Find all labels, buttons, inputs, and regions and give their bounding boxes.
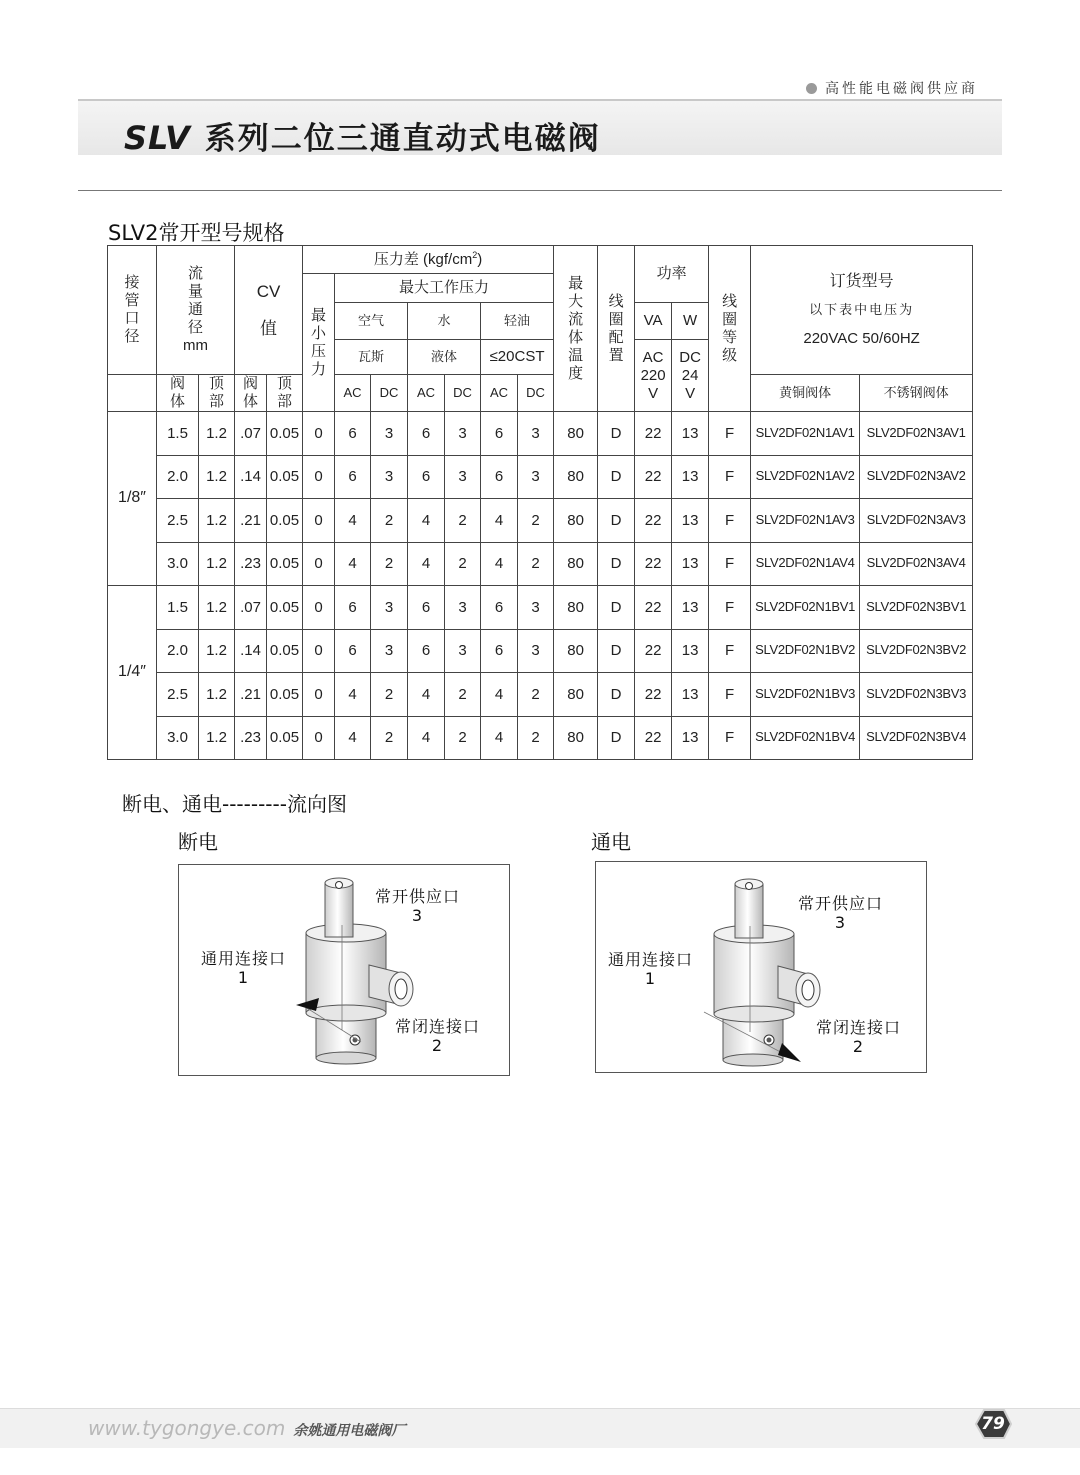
cell-water-dc: 2 (445, 673, 481, 717)
cell-oil-dc: 3 (518, 412, 554, 456)
cell-w: 13 (672, 542, 709, 586)
cell-brass: SLV2DF02N1BV4 (751, 716, 860, 760)
cell-va: 22 (635, 455, 672, 499)
cell-w: 13 (672, 412, 709, 456)
cell-coil: D (598, 412, 635, 456)
cell-water-ac: 4 (408, 673, 445, 717)
cell-brass: SLV2DF02N1BV3 (751, 673, 860, 717)
cell-stainless: SLV2DF02N3BV1 (860, 586, 973, 630)
cell-grade: F (709, 629, 751, 673)
on-closed-label: 常闭连接口 2 (816, 1018, 902, 1057)
cell-min: 0 (303, 412, 335, 456)
cell-flow-top: 1.2 (199, 455, 235, 499)
table-row (108, 542, 973, 586)
cell-oil-dc: 2 (518, 499, 554, 543)
cell-oil-ac: 6 (481, 629, 518, 673)
cell-air-dc: 3 (371, 586, 408, 630)
cell-brass: SLV2DF02N1AV4 (751, 542, 860, 586)
cell-cv-top: 0.05 (267, 673, 303, 717)
cell-oil-ac: 6 (481, 455, 518, 499)
cell-oil-dc: 2 (518, 716, 554, 760)
cell-water-ac: 6 (408, 629, 445, 673)
cell-cv-body: .23 (235, 542, 267, 586)
footer (88, 1416, 405, 1440)
cell-temp: 80 (554, 542, 598, 586)
cell-flow-body: 2.0 (157, 629, 199, 673)
cell-water-dc: 3 (445, 455, 481, 499)
cell-air-ac: 4 (335, 716, 371, 760)
cell-temp: 80 (554, 499, 598, 543)
cell-water-dc: 3 (445, 586, 481, 630)
cell-flow-top: 1.2 (199, 412, 235, 456)
cell-va: 22 (635, 629, 672, 673)
cell-cv-top: 0.05 (267, 586, 303, 630)
head-max-work: 最大工作压力 (335, 274, 554, 303)
cell-va: 22 (635, 542, 672, 586)
head-cv-body: 阀体 (235, 375, 267, 412)
cell-flow-top: 1.2 (199, 716, 235, 760)
cell-flow-body: 2.0 (157, 455, 199, 499)
cell-va: 22 (635, 586, 672, 630)
cell-coil: D (598, 629, 635, 673)
port-size-cell: 1/4″ (108, 586, 157, 760)
cell-air-dc: 3 (371, 629, 408, 673)
cell-water-ac: 6 (408, 412, 445, 456)
footer-company: 余姚通用电磁阀厂 (293, 1423, 406, 1439)
title-text: 系列二位三通直动式电磁阀 (204, 121, 601, 157)
cell-oil-ac: 4 (481, 716, 518, 760)
head-flow: 流量通径 mm (157, 246, 235, 375)
head-ac220: AC 220 V (635, 340, 672, 412)
spec-section-title: SLV2常开型号规格 (108, 221, 285, 245)
cell-oil-ac: 6 (481, 586, 518, 630)
head-pressure-diff: 压力差 $(kgf/cm^2)$ (303, 246, 554, 274)
flow-panel-on (595, 861, 927, 1073)
cell-w: 13 (672, 716, 709, 760)
head-va: VA (635, 303, 672, 340)
flow-diagram-title: 断电、通电---------流向图 (122, 792, 347, 816)
cell-coil: D (598, 542, 635, 586)
head-coil-cfg: 线圈配置 (598, 246, 635, 412)
cell-grade: F (709, 412, 751, 456)
cell-min: 0 (303, 542, 335, 586)
cell-water-dc: 2 (445, 542, 481, 586)
cell-flow-body: 2.5 (157, 499, 199, 543)
cell-flow-body: 3.0 (157, 542, 199, 586)
cell-air-ac: 6 (335, 455, 371, 499)
head-coil-grade: 线圈等级 (709, 246, 751, 412)
cell-w: 13 (672, 673, 709, 717)
title-series: SLV (124, 119, 191, 157)
head-water-ac: AC (408, 375, 445, 412)
cell-grade: F (709, 716, 751, 760)
cell-cv-top: 0.05 (267, 629, 303, 673)
cell-coil: D (598, 455, 635, 499)
cell-stainless: SLV2DF02N3BV3 (860, 673, 973, 717)
cell-stainless: SLV2DF02N3AV3 (860, 499, 973, 543)
cell-oil-ac: 4 (481, 499, 518, 543)
head-liquid: 液体 (408, 340, 481, 375)
cell-stainless: SLV2DF02N3BV2 (860, 629, 973, 673)
head-air-dc: DC (371, 375, 408, 412)
cell-min: 0 (303, 629, 335, 673)
cell-va: 22 (635, 412, 672, 456)
cell-oil-dc: 2 (518, 673, 554, 717)
cell-brass: SLV2DF02N1AV1 (751, 412, 860, 456)
head-flow-top: 顶部 (199, 375, 235, 412)
cell-min: 0 (303, 586, 335, 630)
head-dc24: DC 24 V (672, 340, 709, 412)
cell-min: 0 (303, 455, 335, 499)
cell-air-dc: 2 (371, 499, 408, 543)
cell-grade: F (709, 586, 751, 630)
off-common-label: 通用连接口 1 (201, 949, 287, 988)
table-row (108, 586, 973, 630)
cell-brass: SLV2DF02N1AV3 (751, 499, 860, 543)
cell-min: 0 (303, 716, 335, 760)
head-cv: CV 值 (235, 246, 303, 375)
panel-label-on: 通电 (591, 830, 631, 854)
cell-cv-body: .07 (235, 412, 267, 456)
cell-coil: D (598, 499, 635, 543)
cell-va: 22 (635, 673, 672, 717)
cell-w: 13 (672, 455, 709, 499)
page-title (124, 113, 601, 158)
cell-cv-top: 0.05 (267, 455, 303, 499)
cell-oil-dc: 3 (518, 455, 554, 499)
cell-temp: 80 (554, 716, 598, 760)
head-water-dc: DC (445, 375, 481, 412)
table-row (108, 499, 973, 543)
cell-water-dc: 2 (445, 716, 481, 760)
cell-air-dc: 3 (371, 412, 408, 456)
cell-flow-body: 1.5 (157, 586, 199, 630)
head-air-ac: AC (335, 375, 371, 412)
cell-air-ac: 4 (335, 499, 371, 543)
cell-cv-top: 0.05 (267, 716, 303, 760)
cell-w: 13 (672, 586, 709, 630)
head-port-blank (108, 375, 157, 412)
cell-w: 13 (672, 499, 709, 543)
cell-coil: D (598, 673, 635, 717)
cell-oil-dc: 3 (518, 629, 554, 673)
cell-air-ac: 6 (335, 412, 371, 456)
cell-grade: F (709, 673, 751, 717)
cell-grade: F (709, 499, 751, 543)
footer-url: www.tygongye.com (88, 1416, 286, 1440)
cell-cv-top: 0.05 (267, 542, 303, 586)
cell-min: 0 (303, 499, 335, 543)
header-tagline (806, 78, 978, 98)
cell-water-dc: 3 (445, 412, 481, 456)
cell-stainless: SLV2DF02N3AV2 (860, 455, 973, 499)
cell-cv-body: .21 (235, 673, 267, 717)
cell-grade: F (709, 455, 751, 499)
table-row (108, 673, 973, 717)
table-row (108, 412, 973, 456)
cell-flow-top: 1.2 (199, 673, 235, 717)
cell-cv-body: .07 (235, 586, 267, 630)
cell-water-ac: 4 (408, 499, 445, 543)
cell-water-dc: 3 (445, 629, 481, 673)
cell-coil: D (598, 716, 635, 760)
tagline-text: 高性能电磁阀供应商 (825, 81, 978, 97)
cell-cv-body: .14 (235, 629, 267, 673)
cell-cv-body: .21 (235, 499, 267, 543)
table-row (108, 629, 973, 673)
cell-w: 13 (672, 629, 709, 673)
cell-water-ac: 4 (408, 542, 445, 586)
head-flow-body: 阀体 (157, 375, 199, 412)
head-order-code: 订货型号 以下表中电压为 220VAC 50/60HZ (751, 246, 973, 375)
cell-air-ac: 4 (335, 673, 371, 717)
cell-min: 0 (303, 673, 335, 717)
cell-air-ac: 6 (335, 629, 371, 673)
head-stainless: 不锈钢阀体 (860, 375, 973, 412)
spec-table (107, 245, 973, 760)
panel-label-off: 断电 (178, 830, 218, 854)
head-oil: 轻油 (481, 303, 554, 340)
cell-stainless: SLV2DF02N3AV4 (860, 542, 973, 586)
page-number-text: 79 (981, 1414, 1005, 1434)
cell-flow-body: 1.5 (157, 412, 199, 456)
cell-water-ac: 4 (408, 716, 445, 760)
cell-brass: SLV2DF02N1AV2 (751, 455, 860, 499)
cell-temp: 80 (554, 412, 598, 456)
cell-coil: D (598, 586, 635, 630)
cell-stainless: SLV2DF02N3BV4 (860, 716, 973, 760)
head-oil-ac: AC (481, 375, 518, 412)
cell-water-dc: 2 (445, 499, 481, 543)
head-max-temp: 最大流体温度 (554, 246, 598, 412)
head-cv-top: 顶部 (267, 375, 303, 412)
cell-air-dc: 2 (371, 716, 408, 760)
cell-temp: 80 (554, 673, 598, 717)
cell-air-ac: 6 (335, 586, 371, 630)
cell-stainless: SLV2DF02N3AV1 (860, 412, 973, 456)
table-row (108, 455, 973, 499)
on-supply-label: 常开供应口 3 (798, 894, 884, 933)
off-closed-label: 常闭连接口 2 (395, 1017, 481, 1056)
head-w: W (672, 303, 709, 340)
port-size-cell: 1/8″ (108, 412, 157, 586)
off-supply-label: 常开供应口 3 (375, 887, 461, 926)
cell-brass: SLV2DF02N1BV2 (751, 629, 860, 673)
cell-va: 22 (635, 499, 672, 543)
cell-flow-body: 3.0 (157, 716, 199, 760)
cell-flow-top: 1.2 (199, 542, 235, 586)
bullet-dot-icon (806, 83, 817, 94)
cell-cv-top: 0.05 (267, 499, 303, 543)
head-brass: 黄铜阀体 (751, 375, 860, 412)
cell-oil-ac: 6 (481, 412, 518, 456)
head-port: 接管口径 (108, 246, 157, 375)
head-oil-visc: ≤20CST (481, 340, 554, 375)
cell-water-ac: 6 (408, 455, 445, 499)
section-rule (78, 190, 1002, 191)
cell-temp: 80 (554, 629, 598, 673)
cell-grade: F (709, 542, 751, 586)
on-common-label: 通用连接口 1 (608, 950, 694, 989)
cell-flow-top: 1.2 (199, 586, 235, 630)
head-oil-dc: DC (518, 375, 554, 412)
cell-air-ac: 4 (335, 542, 371, 586)
head-air: 空气 (335, 303, 408, 340)
cell-air-dc: 3 (371, 455, 408, 499)
cell-temp: 80 (554, 455, 598, 499)
cell-oil-ac: 4 (481, 542, 518, 586)
cell-cv-body: .23 (235, 716, 267, 760)
cell-flow-top: 1.2 (199, 629, 235, 673)
cell-oil-ac: 4 (481, 673, 518, 717)
cell-water-ac: 6 (408, 586, 445, 630)
cell-cv-body: .14 (235, 455, 267, 499)
cell-air-dc: 2 (371, 542, 408, 586)
cell-brass: SLV2DF02N1BV1 (751, 586, 860, 630)
head-water: 水 (408, 303, 481, 340)
head-power: 功率 (635, 246, 709, 303)
flow-panel-off (178, 864, 510, 1076)
table-row (108, 716, 973, 760)
cell-oil-dc: 3 (518, 586, 554, 630)
head-gas: 瓦斯 (335, 340, 408, 375)
cell-cv-top: 0.05 (267, 412, 303, 456)
cell-flow-body: 2.5 (157, 673, 199, 717)
page-number (974, 1408, 1012, 1440)
cell-temp: 80 (554, 586, 598, 630)
head-min-pressure: 最小压力 (303, 274, 335, 412)
cell-va: 22 (635, 716, 672, 760)
cell-oil-dc: 2 (518, 542, 554, 586)
cell-air-dc: 2 (371, 673, 408, 717)
cell-flow-top: 1.2 (199, 499, 235, 543)
